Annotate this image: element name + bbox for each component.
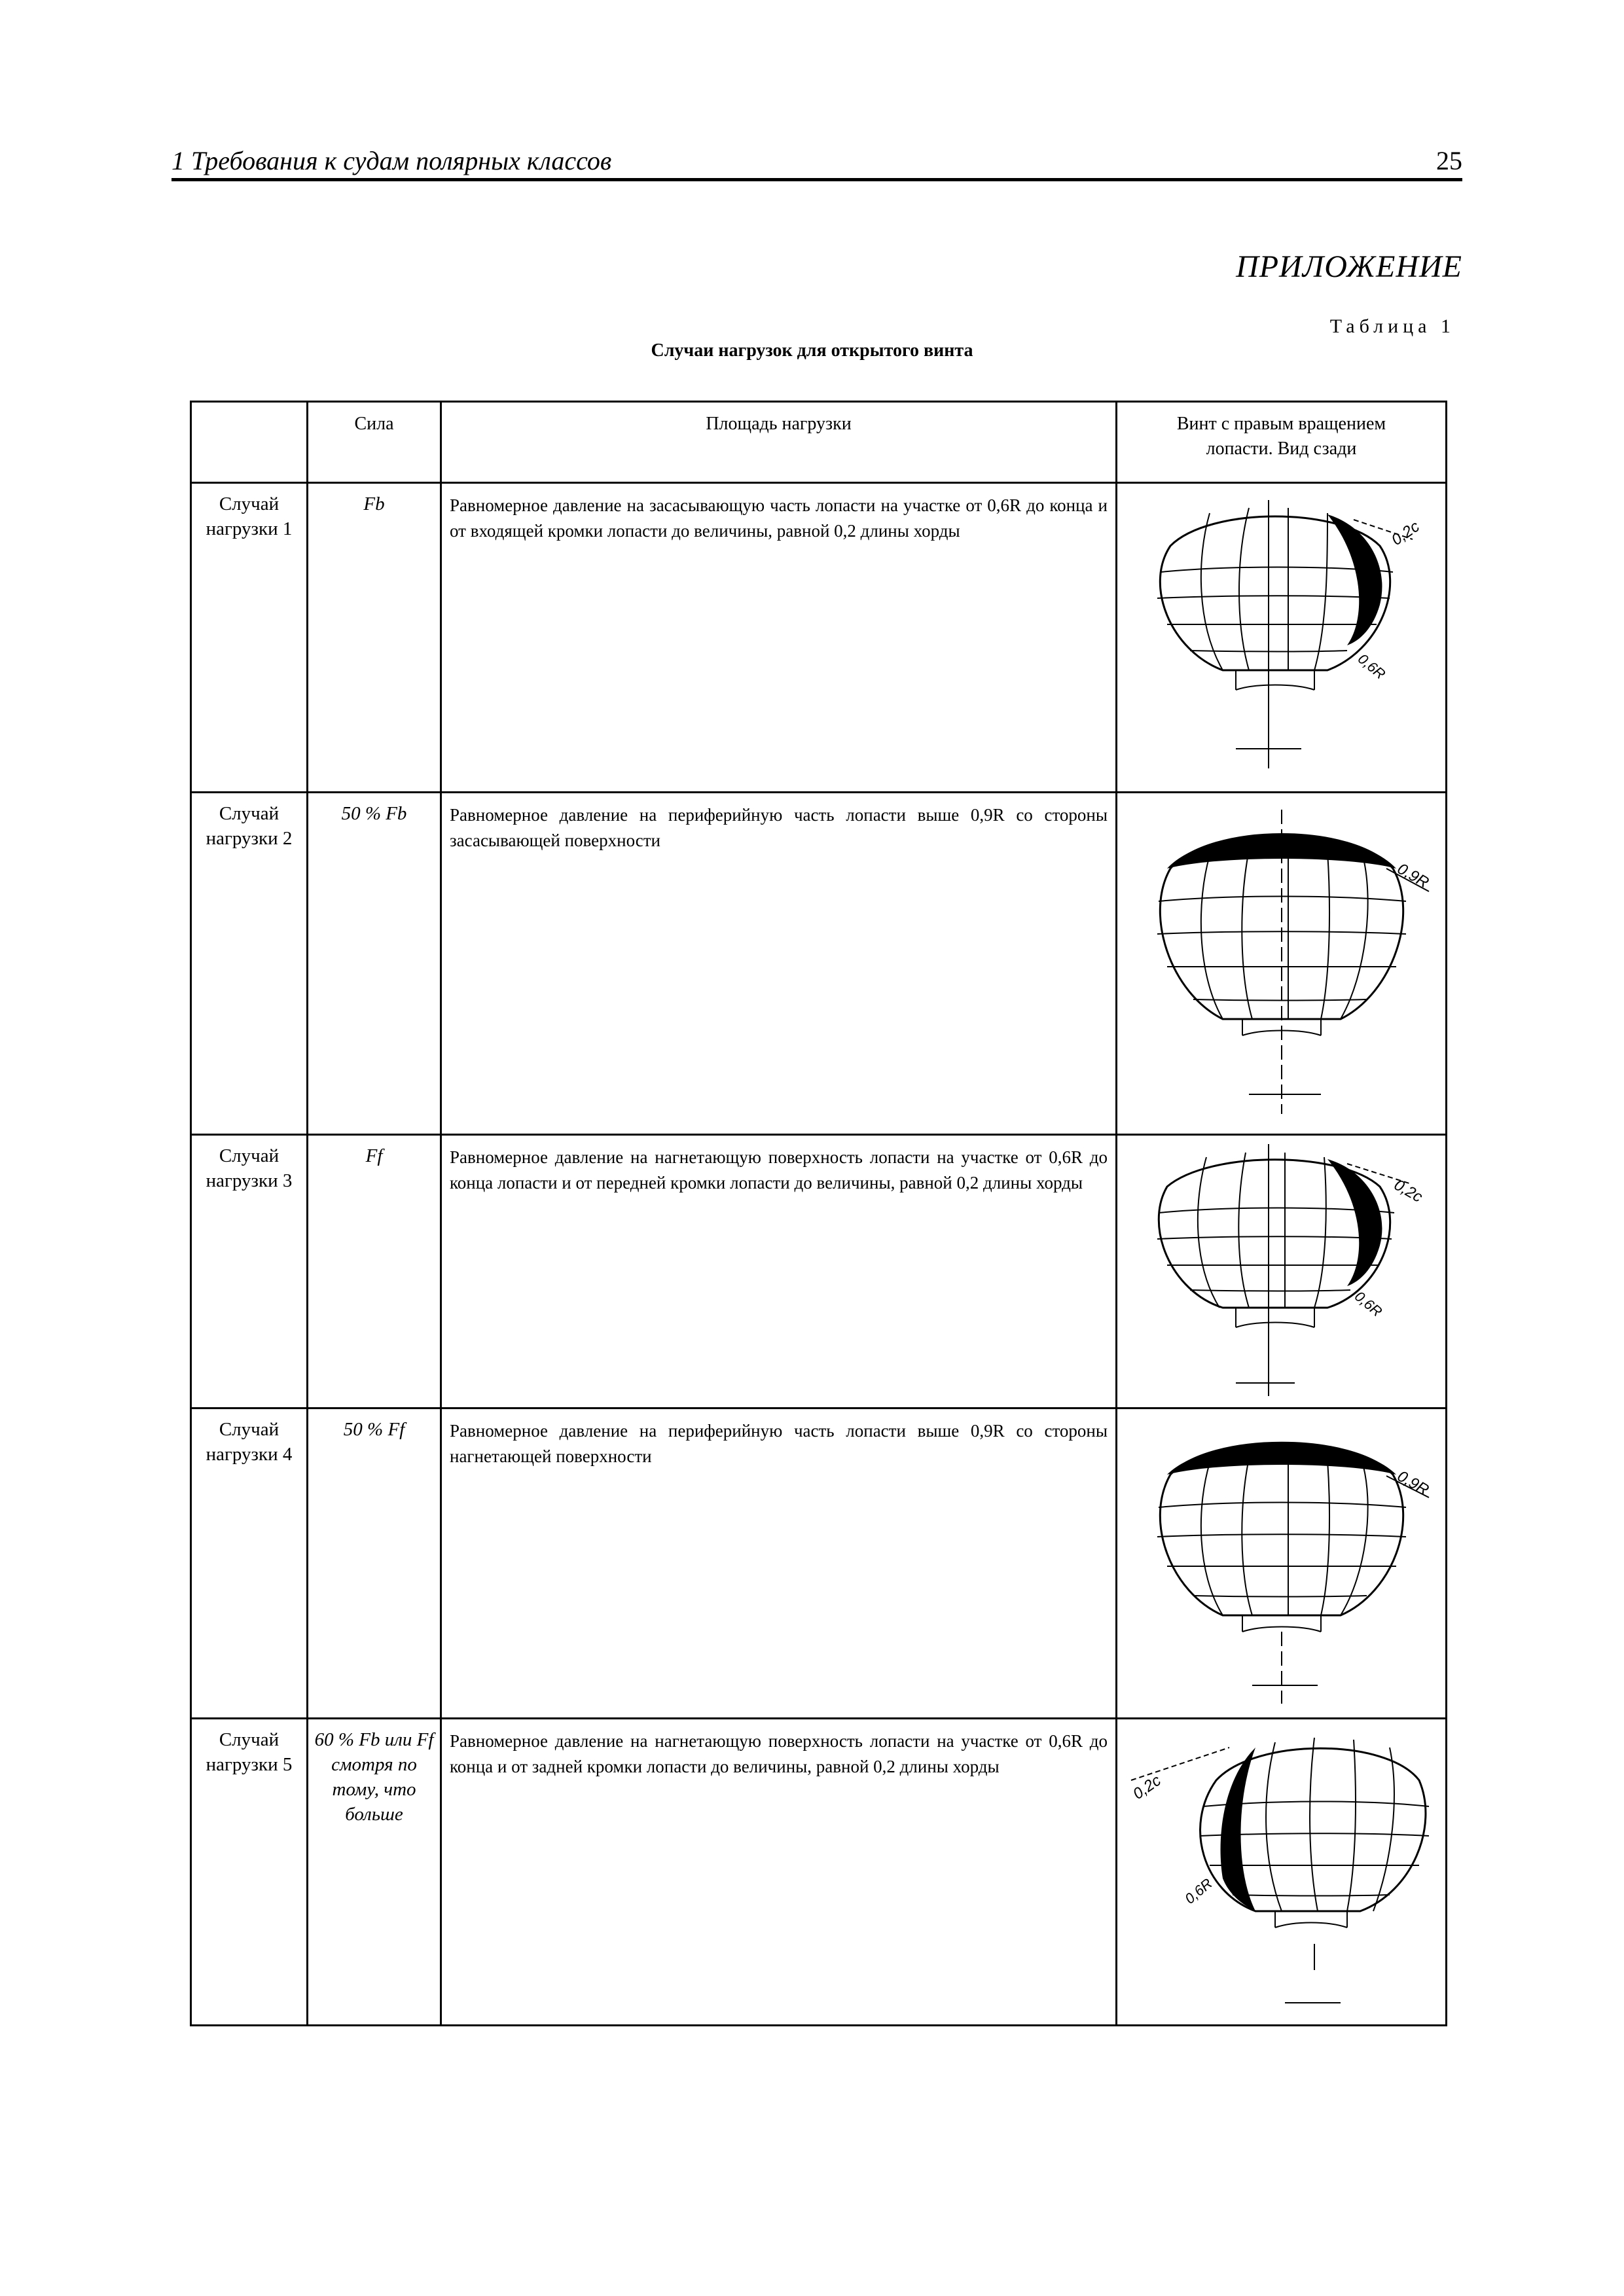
header-area: Площадь нагрузки bbox=[441, 402, 1117, 483]
case-label: Случай нагрузки 2 bbox=[191, 793, 308, 1135]
load-area-description: Равномерное давление на нагнетающую поверхность лопасти на участке от 0,6R до конца и от задней кромки лопасти до величины, равной 0,2 длины хорды bbox=[441, 1718, 1117, 2025]
force-value bbox=[308, 793, 441, 1135]
force-value bbox=[308, 1135, 441, 1408]
force-value bbox=[308, 1718, 441, 2025]
case-label: Случай нагрузки 4 bbox=[191, 1408, 308, 1718]
table-header-row bbox=[191, 402, 1447, 483]
propeller-blade-diagram bbox=[1125, 1728, 1439, 2016]
propeller-figure-cell bbox=[1117, 1135, 1447, 1408]
running-title: 1 Требования к судам полярных классов bbox=[171, 146, 612, 175]
dimension-label: 0,9R bbox=[1394, 860, 1432, 892]
propeller-figure-cell bbox=[1117, 793, 1447, 1135]
load-area-description: Равномерное давление на засасывающую часть лопасти на участке от 0,6R до конца и от входящей кромки лопасти до величины, равной 0,2 длины хорды bbox=[441, 483, 1117, 793]
load-area-description: Равномерное давление на периферийную часть лопасти выше 0,9R со стороны засасывающей поверхности bbox=[441, 793, 1117, 1135]
header-divider bbox=[171, 178, 1462, 181]
header-case bbox=[191, 402, 308, 483]
force-symbol: 50 % Ff bbox=[343, 1418, 405, 1440]
dimension-label: 0,6R bbox=[1181, 1874, 1216, 1907]
appendix-title: ПРИЛОЖЕНИЕ bbox=[1236, 249, 1462, 284]
dimension-label: 0,6R bbox=[1351, 1287, 1385, 1320]
force-symbol: 50 % Fb bbox=[341, 803, 407, 825]
table-row bbox=[191, 1408, 1447, 1718]
case-label: Случай нагрузки 3 bbox=[191, 1135, 308, 1408]
table-row bbox=[191, 793, 1447, 1135]
propeller-figure-cell bbox=[1117, 1408, 1447, 1718]
table-row bbox=[191, 1135, 1447, 1408]
dimension-label: 0,2c bbox=[1390, 1175, 1426, 1206]
force-symbol: Fb bbox=[363, 493, 385, 515]
propeller-blade-diagram bbox=[1131, 493, 1432, 781]
case-label: Случай нагрузки 1 bbox=[191, 483, 308, 793]
header-force: Сила bbox=[308, 402, 441, 483]
load-area-description: Равномерное давление на периферийную часть лопасти выше 0,9R со стороны нагнетающей поверхности bbox=[441, 1408, 1117, 1718]
table-number: Таблица 1 bbox=[1329, 315, 1455, 337]
force-symbol: 60 % Fb или Ff смотря по тому, что больше bbox=[314, 1729, 434, 1825]
propeller-blade-diagram bbox=[1131, 1416, 1432, 1710]
force-value bbox=[308, 1408, 441, 1718]
load-cases-table bbox=[190, 401, 1447, 2026]
propeller-blade-diagram bbox=[1131, 803, 1432, 1124]
page-number: 25 bbox=[1436, 146, 1462, 175]
page-header bbox=[171, 145, 1462, 178]
case-label: Случай нагрузки 5 bbox=[191, 1718, 308, 2025]
force-value bbox=[308, 483, 441, 793]
propeller-figure-cell bbox=[1117, 1718, 1447, 2025]
dimension-label: 0,2c bbox=[1129, 1771, 1164, 1803]
dimension-label: 0,6R bbox=[1354, 650, 1388, 683]
table-row bbox=[191, 1718, 1447, 2025]
dimension-label: 0,9R bbox=[1394, 1467, 1432, 1499]
propeller-blade-diagram bbox=[1131, 1141, 1432, 1403]
propeller-figure-cell bbox=[1117, 483, 1447, 793]
table-row bbox=[191, 483, 1447, 793]
table-caption: Случаи нагрузок для открытого винта bbox=[651, 340, 973, 361]
force-symbol: Ff bbox=[365, 1145, 383, 1167]
header-figure: Винт с правым вращением лопасти. Вид сзади bbox=[1117, 402, 1447, 483]
load-area-description: Равномерное давление на нагнетающую поверхность лопасти на участке от 0,6R до конца лопасти и от передней кромки лопасти до величины, равной 0,2 длины хорды bbox=[441, 1135, 1117, 1408]
dimension-label: 0,2c bbox=[1388, 517, 1423, 550]
